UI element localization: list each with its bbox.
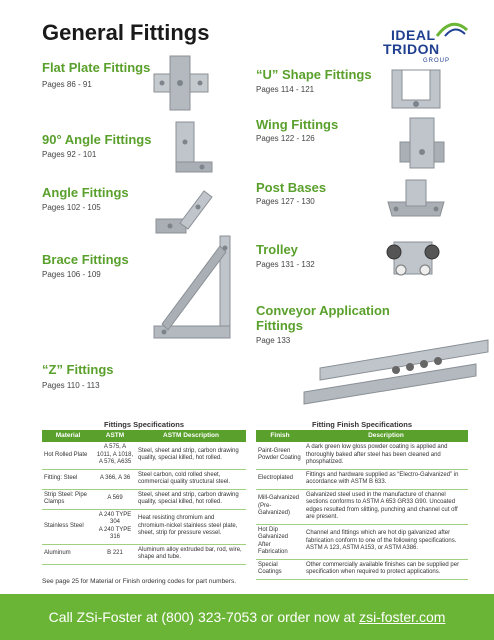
table-cell: B 221 <box>94 544 136 564</box>
table-cell: Hot Rolled Plate <box>42 442 94 469</box>
category-title-trolley: Trolley <box>256 242 298 257</box>
table-cell: Strip Steel: Pipe Clamps <box>42 489 94 509</box>
category-title-post-bases: Post Bases <box>256 180 327 195</box>
category-title-flat-plate: Flat Plate Fittings <box>42 60 151 75</box>
col-astm-description: ASTM Description <box>136 430 246 442</box>
wing-fitting-image <box>396 112 448 174</box>
table-cell: Fitting: Steel <box>42 469 94 489</box>
category-title-z: “Z” Fittings <box>42 362 114 377</box>
page-title: General Fittings <box>42 20 210 45</box>
table-cell: A 569 <box>94 489 136 509</box>
table-cell: Electroplated <box>256 469 304 489</box>
table-cell: A 575, A 1011, A 1018, A 576, A635 <box>94 442 136 469</box>
table-cell: Mill-Galvanized (Pre-Galvanized) <box>256 489 304 524</box>
conveyor-fitting-image <box>300 334 490 410</box>
category-title-conveyor-line2: Fittings <box>256 318 303 333</box>
category-title-u-shape: “U” Shape Fittings <box>256 67 372 82</box>
category-pages-angle: Pages 102 - 105 <box>42 203 101 212</box>
table-cell: Steel carbon, cold rolled sheet, commercial quality structural steel. <box>136 469 246 489</box>
category-title-angle: Angle Fittings <box>42 185 129 200</box>
logo-line1: IDEAL <box>391 27 436 43</box>
category-pages-z: Pages 110 - 113 <box>42 381 100 390</box>
logo-line3: GROUP <box>423 58 451 64</box>
category-pages-post-bases: Pages 127 - 130 <box>256 197 315 206</box>
flat-plate-fitting-image <box>148 52 216 114</box>
col-astm: ASTM <box>94 430 136 442</box>
category-pages-conveyor: Page 133 <box>256 336 291 345</box>
table-cell: A dark green low gloss powder coating is applied and thoroughly baked after steel has been cleaned and phosphatized. <box>304 442 468 469</box>
footer-banner <box>0 594 494 640</box>
logo-line2: TRIDON <box>383 41 440 57</box>
col-description: Description <box>304 430 468 442</box>
u-shape-fitting-image <box>384 58 451 118</box>
table-cell: Steel, sheet and strip, carbon drawing quality, special killed, hot rolled. <box>136 489 246 509</box>
category-pages-brace: Pages 106 - 109 <box>42 270 101 279</box>
brace-fitting-image <box>150 232 236 344</box>
table-cell: Stainless Steel <box>42 509 94 544</box>
logo-arc-icon <box>435 20 469 38</box>
table-row <box>256 524 468 559</box>
table-cell: A 366, A 36 <box>94 469 136 489</box>
table-cell: Other commercially available finishes can be supplied per specification when required to protect applications. <box>304 559 468 579</box>
table-cell: Aluminum <box>42 544 94 564</box>
col-material: Material <box>42 430 94 442</box>
footer-text: Call ZSi-Foster at (800) 323-7053 or order now at <box>48 609 360 625</box>
trolley-image <box>384 236 442 282</box>
table-cell: Paint-Green Powder Coating <box>256 442 304 469</box>
col-finish: Finish <box>256 430 304 442</box>
angle-90-fitting-image <box>168 118 216 176</box>
category-pages-wing: Pages 122 - 126 <box>256 134 315 143</box>
category-pages-u-shape: Pages 114 - 121 <box>256 85 315 94</box>
table-cell: Heat resisting chromium and chromium-nickel stainless steel plate, sheet, strip for pressure vessel. <box>136 509 246 544</box>
table-row <box>256 469 468 489</box>
table-cell: Hot Dip Galvanized After Fabrication <box>256 524 304 559</box>
fittings-specs-header-row <box>42 430 246 442</box>
table-cell: Fittings and hardware supplied as “Electro-Galvanized” in accordance with ASTM B 633. <box>304 469 468 489</box>
finish-specs-header-row <box>256 430 468 442</box>
table-row <box>42 469 246 489</box>
category-pages-flat-plate: Pages 86 - 91 <box>42 80 92 89</box>
table-row <box>42 544 246 564</box>
category-title-conveyor: Conveyor Application <box>256 303 390 318</box>
fittings-specs-table <box>42 430 246 565</box>
category-pages-angle-90: Pages 92 - 101 <box>42 150 97 159</box>
table-row <box>42 442 246 469</box>
table-row <box>256 489 468 524</box>
category-pages-trolley: Pages 131 - 132 <box>256 260 315 269</box>
table-cell: Galvanized steel used in the manufacture of channel sections conforms to ASTM A 653 GR33 G90. Uncoated edges resulted from slitting, punching and channel cut off are present. <box>304 489 468 524</box>
finish-specs-table <box>256 430 468 580</box>
table-cell: Channel and fittings which are hot dip galvanized after fabrication conform to one of the following specifications. ASTM A 123, ASTM A153, or ASTM A386. <box>304 524 468 559</box>
table-cell: Special Coatings <box>256 559 304 579</box>
table-cell: Aluminum alloy extruded bar, rod, wire, shape and tube. <box>136 544 246 564</box>
category-title-angle-90: 90° Angle Fittings <box>42 132 152 147</box>
table-cell: Steel, sheet and strip, carbon drawing quality, special killed, hot rolled. <box>136 442 246 469</box>
finish-specs-title: Fitting Finish Specifications <box>311 420 412 429</box>
table-row <box>256 559 468 579</box>
category-title-wing: Wing Fittings <box>256 117 339 132</box>
fittings-specs-title: Fittings Specifications <box>103 420 184 429</box>
footer-link[interactable]: zsi-foster.com <box>359 609 446 625</box>
table-cell: A 240 TYPE 304 A 240 TYPE 316 <box>94 509 136 544</box>
table-row <box>42 509 246 544</box>
table-row <box>42 489 246 509</box>
table-row <box>256 442 468 469</box>
post-base-image <box>384 176 448 220</box>
ordering-codes-note: See page 25 for Material or Finish ordering codes for part numbers. <box>42 578 237 585</box>
category-title-brace: Brace Fittings <box>42 252 129 267</box>
